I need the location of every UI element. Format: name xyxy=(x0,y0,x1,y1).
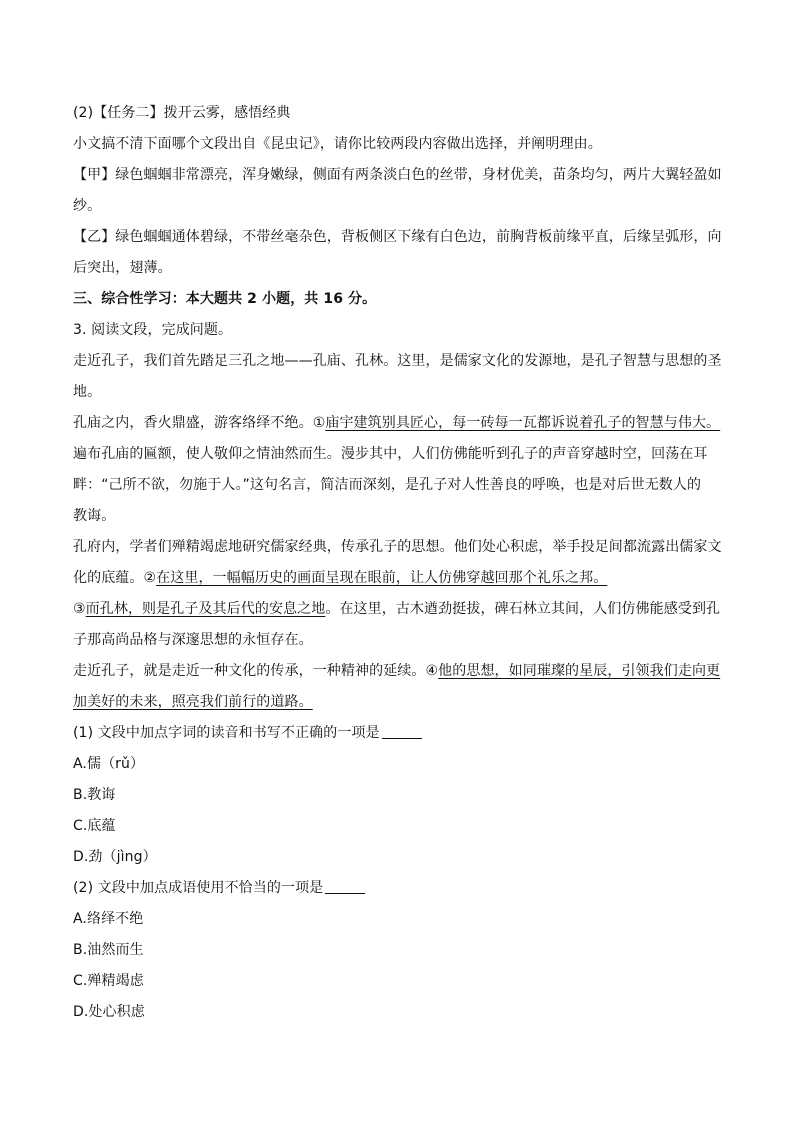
question1-stem xyxy=(73,718,723,749)
q1-option-d: D.劲（jìng） xyxy=(73,849,157,865)
passage-p2-line2: 遍布孔庙的匾额，使人敬仰之情油然而生。漫步其中，人们仿佛能听到孔子的声音穿越时空，回荡在耳 xyxy=(73,446,708,462)
passage-p1-line1: 走近孔子，我们首先踏足三孔之地——孔庙、孔林。这里，是儒家文化的发源地，是孔子智慧与思想的圣 xyxy=(73,353,722,369)
passage-p2-text: 孔庙之内，香火鼎盛，游客络绎不绝。① xyxy=(73,415,326,431)
underlined-sentence-3: 而孔林，则是孔子及其后代的安息之地 xyxy=(85,601,326,617)
passage-yi-line2: 后突出，翅薄。 xyxy=(73,260,172,276)
document-content xyxy=(73,98,723,1028)
passage-p5-text: 走近孔子，就是走近一种文化的传承，一种精神的延续。④ xyxy=(73,663,439,679)
q2-option-d: D.处心积虑 xyxy=(73,1004,145,1020)
passage-p3-line1: 孔府内，学者们殚精竭虑地研究儒家经典，传承孔子的思想。他们处心积虑，举手投足间都流露出儒家文 xyxy=(73,539,722,555)
passage-p5-line1 xyxy=(73,656,723,687)
passage-p2-line4: 教诲。 xyxy=(73,508,116,524)
sentence-3-marker: ③ xyxy=(73,601,86,617)
underlined-sentence-1: 庙宇建筑别具匠心，每一砖每一瓦都诉说着孔子的智慧与伟大。 xyxy=(325,415,721,431)
section3-heading: 三、综合性学习：本大题共 2 小题，共 16 分。 xyxy=(73,291,377,307)
passage-p4-text: 。在这里，古木遒劲挺拔，碑石林立其间，人们仿佛能感受到孔 xyxy=(325,601,721,617)
answer-blank-1[interactable] xyxy=(382,724,422,739)
q1-option-a: A.儒（rǔ） xyxy=(73,756,145,772)
passage-p2-line3: 畔：“己所不欲，勿施于人。”这句名言，简洁而深刻，是孔子对人性善良的呼唤，也是对后世无数人的 xyxy=(73,477,702,493)
q2-option-a: A.络绎不绝 xyxy=(73,911,144,927)
passage-jia-line2: 纱。 xyxy=(73,198,102,214)
passage-jia-line1: 【甲】绿色蝈蝈非常漂亮，浑身嫩绿，侧面有两条淡白色的丝带，身材优美，苗条均匀，两片大翼轻盈如 xyxy=(73,167,722,183)
task2-instruction: 小文搞不清下面哪个文段出自《昆虫记》，请你比较两段内容做出选择，并阐明理由。 xyxy=(73,136,602,152)
q2-option-b: B.油然而生 xyxy=(73,942,144,958)
underlined-sentence-2: 在这里，一幅幅历史的画面呈现在眼前，让人仿佛穿越回那个礼乐之邦。 xyxy=(156,570,608,586)
passage-p5-line2 xyxy=(73,687,723,718)
underlined-sentence-4a: 他的思想，如同璀璨的星辰，引领我们走向更 xyxy=(438,663,721,679)
question3-intro: 3. 阅读文段，完成问题。 xyxy=(73,322,233,338)
passage-p3-text: 化的底蕴。② xyxy=(73,570,157,586)
q2-option-c: C.殚精竭虑 xyxy=(73,973,144,989)
passage-yi-line1: 【乙】绿色蝈蝈通体碧绿，不带丝毫杂色，背板侧区下缘有白色边，前胸背板前缘平直，后缘呈弧形，向 xyxy=(73,229,722,245)
passage-p3-line2 xyxy=(73,563,723,594)
task2-heading: (2)【任务二】拨开云雾，感悟经典 xyxy=(73,105,291,121)
question2-text: (2) 文段中加点成语使用不恰当的一项是 xyxy=(73,880,324,896)
underlined-sentence-4b: 加美好的未来，照亮我们前行的道路。 xyxy=(73,694,313,710)
q1-option-c: C.底蕴 xyxy=(73,818,116,834)
passage-p4-line2: 子那高尚品格与深邃思想的永恒存在。 xyxy=(73,632,313,648)
passage-p1-line2: 地。 xyxy=(73,384,102,400)
passage-p2-line1 xyxy=(73,408,723,439)
question1-text: (1) 文段中加点字词的读音和书写不正确的一项是 xyxy=(73,725,380,741)
answer-blank-2[interactable] xyxy=(325,879,365,894)
question2-stem xyxy=(73,873,723,904)
passage-p4-line1 xyxy=(73,594,723,625)
q1-option-b: B.教诲 xyxy=(73,787,116,803)
